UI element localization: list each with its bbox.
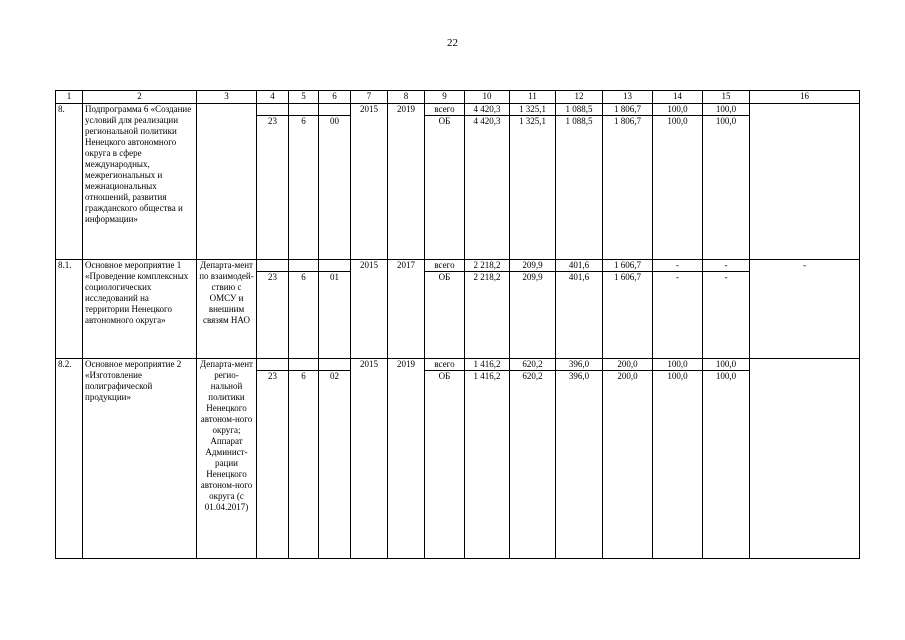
responsible-executor: Департа-мент регио-нальной политики Ненецкого автоном-ного округа; Аппарат Админист-рации Ненецкого автоном-ного округа (с 01.04.2017)	[197, 359, 257, 559]
header-row	[56, 91, 860, 104]
code-cell: 6	[289, 272, 319, 359]
value-cell: 401,6	[556, 272, 603, 359]
table-row	[56, 104, 860, 116]
header-cell: 7	[351, 91, 388, 104]
header-cell: 5	[289, 91, 319, 104]
code-cell: 01	[319, 272, 351, 359]
code-cell: 00	[319, 116, 351, 260]
value-cell: 1 806,7	[603, 104, 653, 116]
page-number: 22	[447, 37, 458, 49]
note-cell	[750, 359, 860, 559]
value-cell: -	[703, 272, 750, 359]
note-cell	[750, 104, 860, 260]
row-number: 8.2.	[56, 359, 83, 559]
end-year: 2019	[388, 359, 425, 559]
code-cell: 6	[289, 116, 319, 260]
header-cell: 13	[603, 91, 653, 104]
header-cell: 12	[556, 91, 603, 104]
program-name: Подпрограмма 6 «Создание условий для реализации региональной политики Ненецкого автономного округа в сфере международных, межрегиональных и межнациональных отношений, развития гражданского общества и информации»	[83, 104, 197, 260]
value-cell: 2 218,2	[465, 260, 510, 272]
start-year: 2015	[351, 260, 388, 359]
value-cell: 1 606,7	[603, 260, 653, 272]
value-cell: 1 088,5	[556, 116, 603, 260]
source-label: ОБ	[425, 371, 465, 559]
responsible-executor: Департа-мент по взаимодей-ствию с ОМСУ и внешним связям НАО	[197, 260, 257, 359]
start-year: 2015	[351, 359, 388, 559]
row-number: 8.1.	[56, 260, 83, 359]
header-cell: 10	[465, 91, 510, 104]
header-cell: 4	[257, 91, 289, 104]
value-cell: 200,0	[603, 359, 653, 371]
value-cell: 209,9	[510, 272, 556, 359]
value-cell: 100,0	[703, 116, 750, 260]
value-cell: 1 325,1	[510, 104, 556, 116]
value-cell: 1 088,5	[556, 104, 603, 116]
value-cell: -	[653, 272, 703, 359]
value-cell: -	[653, 260, 703, 272]
value-cell: 1 325,1	[510, 116, 556, 260]
header-cell: 11	[510, 91, 556, 104]
header-cell: 1	[56, 91, 83, 104]
value-cell: 100,0	[703, 104, 750, 116]
header-cell: 8	[388, 91, 425, 104]
source-label: всего	[425, 260, 465, 272]
value-cell: -	[703, 260, 750, 272]
program-name: Основное мероприятие 2 «Изготовление полиграфической продукции»	[83, 359, 197, 559]
header-cell: 14	[653, 91, 703, 104]
value-cell: 1 606,7	[603, 272, 653, 359]
value-cell: 100,0	[653, 359, 703, 371]
header-cell: 16	[750, 91, 860, 104]
program-name: Основное мероприятие 1 «Проведение комплексных социологических исследований на территории Ненецкого автономного округа»	[83, 260, 197, 359]
value-cell: 100,0	[653, 371, 703, 559]
table-row	[56, 260, 860, 272]
end-year: 2019	[388, 104, 425, 260]
source-label: ОБ	[425, 116, 465, 260]
value-cell: 209,9	[510, 260, 556, 272]
source-label: всего	[425, 104, 465, 116]
header-cell: 15	[703, 91, 750, 104]
header-cell: 2	[83, 91, 197, 104]
value-cell: 620,2	[510, 359, 556, 371]
end-year: 2017	[388, 260, 425, 359]
header-cell: 6	[319, 91, 351, 104]
value-cell: 1 416,2	[465, 359, 510, 371]
value-cell: 396,0	[556, 359, 603, 371]
code-cell: 23	[257, 272, 289, 359]
value-cell: 4 420,3	[465, 104, 510, 116]
value-cell: 396,0	[556, 371, 603, 559]
code-cell: 23	[257, 371, 289, 559]
value-cell: 4 420,3	[465, 116, 510, 260]
code-cell: 02	[319, 371, 351, 559]
value-cell: 1 416,2	[465, 371, 510, 559]
value-cell: 100,0	[653, 116, 703, 260]
responsible-executor	[197, 104, 257, 260]
value-cell: 100,0	[703, 371, 750, 559]
value-cell: 401,6	[556, 260, 603, 272]
table-row	[56, 359, 860, 371]
value-cell: 200,0	[603, 371, 653, 559]
value-cell: 100,0	[703, 359, 750, 371]
value-cell: 620,2	[510, 371, 556, 559]
header-cell: 3	[197, 91, 257, 104]
header-cell: 9	[425, 91, 465, 104]
note-cell: -	[750, 260, 860, 359]
code-cell: 6	[289, 371, 319, 559]
program-table	[55, 90, 860, 559]
source-label: ОБ	[425, 272, 465, 359]
value-cell: 2 218,2	[465, 272, 510, 359]
row-number: 8.	[56, 104, 83, 260]
source-label: всего	[425, 359, 465, 371]
value-cell: 1 806,7	[603, 116, 653, 260]
start-year: 2015	[351, 104, 388, 260]
value-cell: 100,0	[653, 104, 703, 116]
code-cell: 23	[257, 116, 289, 260]
